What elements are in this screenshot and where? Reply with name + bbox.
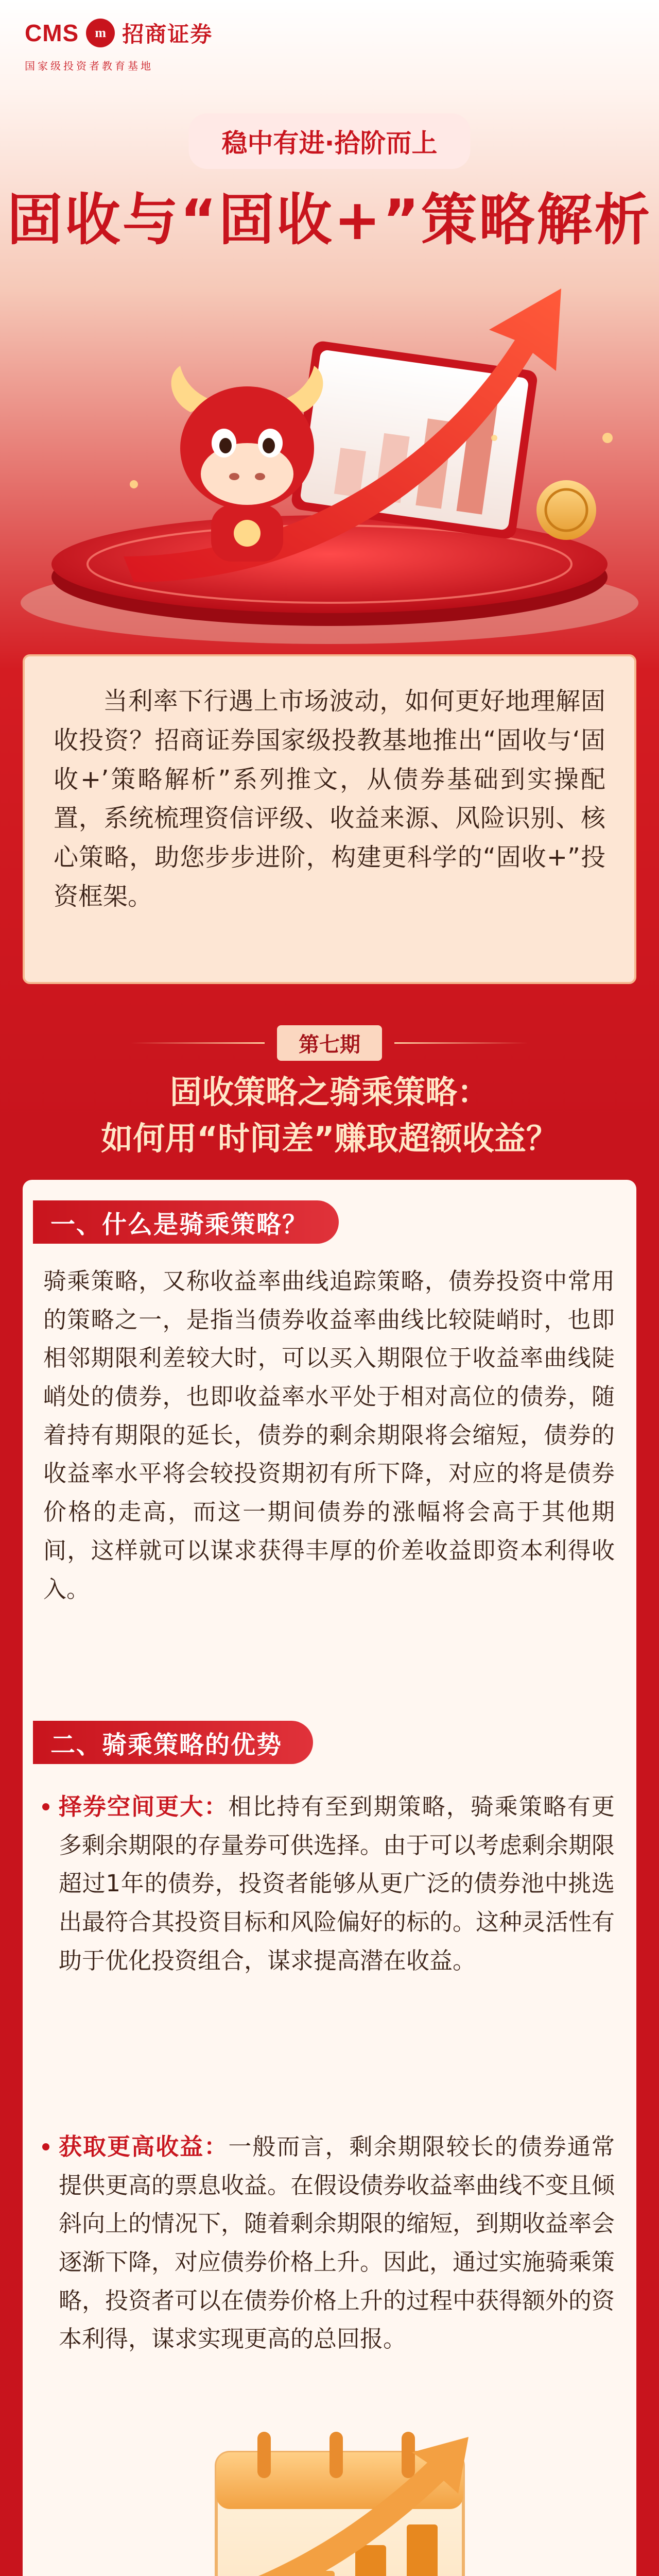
brand-logo	[25, 18, 213, 48]
advantage-body: 相比持有至到期策略，骑乘策略有更多剩余期限的存量券可供选择。由于可以考虑剩余期限超过1年的债券，投资者能够从更广泛的债券池中挑选出最符合其投资目标和风险偏好的标的。这种灵活性有助于优化投资组合，谋求提高潜在收益。	[59, 1793, 615, 1974]
hero-illustration	[0, 268, 659, 649]
coin-icon	[536, 480, 596, 540]
section-heading-2	[33, 1721, 313, 1764]
article-title-line2: 如何用“时间差”赚取超额收益？	[101, 1120, 558, 1157]
divider	[131, 1042, 265, 1044]
section-heading-1	[33, 1200, 339, 1244]
article-title-line1: 固收策略之骑乘策略：	[169, 1073, 489, 1111]
brand-name: 招商证券	[122, 22, 213, 47]
intro-text: 当利率下行遇上市场波动，如何更好地理解固收投资？招商证券国家级投教基地推出“固收与‘固收+’策略解析”系列推文，从债券基础到实操配置，系统梳理资信评级、收益来源、风险识别、核心策略，助您步步进阶，构建更科学的“固收+”投资框架。	[54, 687, 605, 911]
content-panel	[23, 1180, 636, 2576]
calendar-chart-illustration	[98, 2391, 561, 2576]
section-heading-text: 二、骑乘策略的优势	[50, 1730, 283, 1759]
advantage-text	[59, 2128, 615, 2359]
issue-label: 第七期	[277, 1025, 382, 1061]
advantage-label: 择券空间更大：	[59, 1793, 229, 1820]
brand-cms: CMS	[25, 20, 79, 46]
advantage-item	[42, 2128, 615, 2359]
brand-subtitle: 国家级投资者教育基地	[25, 60, 153, 72]
bullet-icon	[42, 2143, 49, 2150]
brand-emblem-icon: m	[86, 19, 115, 47]
page-title: 固收与“固收+”策略解析	[7, 188, 652, 252]
advantage-body: 一般而言，剩余期限较长的债券通常提供更高的票息收益。在假设债券收益率曲线不变且倾斜向上的情况下，随着剩余期限的缩短，到期收益率会逐渐下降，对应债券价格上升。因此，通过实施骑乘策略，投资者可以在债券价格上升的过程中获得额外的资本利得，谋求实现更高的总回报。	[59, 2133, 615, 2353]
section-1-body: 骑乘策略，又称收益率曲线追踪策略，债券投资中常用的策略之一，是指当债券收益率曲线比较陡峭时，也即相邻期限利差较大时，可以买入期限位于收益率曲线陡峭处的债券，也即收益率水平处于相对高位的债券，随着持有期限的延长，债券的剩余期限将会缩短，债券的收益率水平将会较投资期初有所下降，对应的将是债券价格的走高，而这一期间债券的涨幅将会高于其他期间，这样就可以谋求获得丰厚的价差收益即资本利得收入。	[43, 1267, 615, 1603]
divider	[394, 1042, 528, 1044]
advantage-item	[42, 1788, 615, 1980]
bullet-icon	[42, 1803, 49, 1810]
intro-card	[23, 654, 636, 984]
series-tagline: 稳中有进·拾阶而上	[189, 113, 471, 169]
section-heading-text: 一、什么是骑乘策略？	[50, 1210, 308, 1239]
advantage-label: 获取更高收益：	[59, 2133, 229, 2160]
advantage-text	[59, 1788, 615, 1980]
issue-label-row	[0, 1025, 659, 1061]
